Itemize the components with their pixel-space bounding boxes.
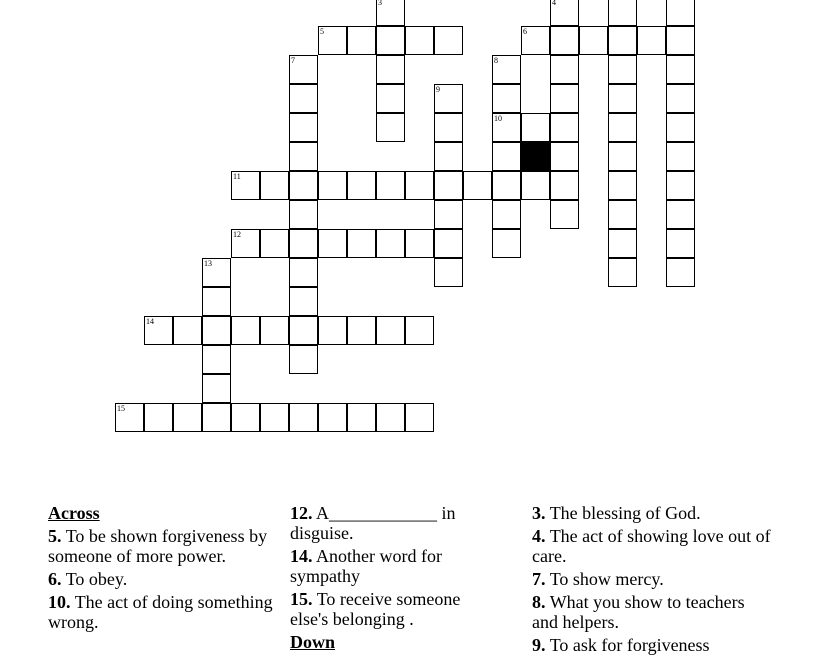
grid-cell[interactable]	[608, 0, 637, 26]
clue-number: 15.	[290, 589, 313, 609]
grid-cell[interactable]	[289, 55, 318, 84]
grid-cell[interactable]	[492, 55, 521, 84]
grid-cell[interactable]	[347, 26, 376, 55]
grid-cell[interactable]	[434, 171, 463, 200]
grid-cell[interactable]	[637, 26, 666, 55]
grid-cell[interactable]	[521, 171, 550, 200]
grid-cell[interactable]	[347, 403, 376, 432]
clue-across-12	[290, 503, 502, 543]
grid-cell[interactable]	[550, 55, 579, 84]
grid-cell[interactable]	[434, 200, 463, 229]
clue-across-10	[48, 592, 280, 632]
grid-cell[interactable]	[289, 200, 318, 229]
cell-number: 12	[233, 230, 241, 239]
grid-cell[interactable]	[289, 403, 318, 432]
grid-cell[interactable]	[289, 258, 318, 287]
grid-cell[interactable]	[289, 142, 318, 171]
grid-cell[interactable]	[434, 26, 463, 55]
grid-cell[interactable]	[608, 200, 637, 229]
clue-text: Another word for sympathy	[290, 546, 442, 586]
clue-text: To ask for forgiveness	[549, 635, 710, 655]
clue-number: 5.	[48, 526, 62, 546]
grid-cell[interactable]	[521, 26, 550, 55]
grid-cell[interactable]	[550, 113, 579, 142]
clue-list	[0, 503, 816, 660]
clue-down-9	[532, 635, 772, 655]
clue-down-7	[532, 569, 772, 589]
cell-number: 4	[552, 0, 556, 7]
grid-cell[interactable]	[289, 113, 318, 142]
grid-cell[interactable]	[666, 200, 695, 229]
clue-text: To receive someone else's belonging .	[290, 589, 461, 629]
grid-cell[interactable]	[202, 316, 231, 345]
across-heading: Across	[48, 503, 100, 523]
grid-cell[interactable]	[115, 403, 144, 432]
grid-cell[interactable]	[144, 403, 173, 432]
grid-cell[interactable]	[666, 55, 695, 84]
grid-cell[interactable]	[666, 171, 695, 200]
grid-cell[interactable]	[608, 26, 637, 55]
grid-cell[interactable]	[492, 171, 521, 200]
grid-cell[interactable]	[260, 403, 289, 432]
grid-cell[interactable]	[405, 229, 434, 258]
grid-cell[interactable]	[608, 258, 637, 287]
grid-cell[interactable]	[492, 84, 521, 113]
grid-cell[interactable]	[434, 142, 463, 171]
clue-number: 8.	[532, 592, 546, 612]
grid-cell[interactable]	[666, 0, 695, 26]
clue-column-2	[290, 503, 502, 655]
grid-cell[interactable]	[666, 229, 695, 258]
grid-cell[interactable]	[318, 403, 347, 432]
grid-cell[interactable]	[492, 113, 521, 142]
grid-cell[interactable]	[260, 171, 289, 200]
grid-cell[interactable]	[202, 287, 231, 316]
clue-text: What you show to teachers and helpers.	[532, 592, 745, 632]
clue-number: 3.	[532, 503, 546, 523]
clue-number: 7.	[532, 569, 546, 589]
grid-cell[interactable]	[666, 84, 695, 113]
grid-cell[interactable]	[376, 403, 405, 432]
clue-across-15	[290, 589, 502, 629]
grid-cell[interactable]	[434, 84, 463, 113]
cell-number: 9	[436, 85, 440, 94]
clue-text: To be shown forgiveness by someone of more power.	[48, 526, 268, 566]
black-cell	[521, 142, 550, 171]
grid-cell[interactable]	[231, 403, 260, 432]
grid-cell[interactable]	[521, 113, 550, 142]
clue-down-3	[532, 503, 772, 523]
grid-cell[interactable]	[405, 171, 434, 200]
grid-cell[interactable]	[666, 26, 695, 55]
grid-cell[interactable]	[608, 229, 637, 258]
grid-cell[interactable]	[231, 229, 260, 258]
grid-cell[interactable]	[289, 287, 318, 316]
grid-cell[interactable]	[347, 171, 376, 200]
clue-number: 4.	[532, 526, 546, 546]
grid-cell[interactable]	[173, 403, 202, 432]
grid-cell[interactable]	[202, 258, 231, 287]
grid-cell[interactable]	[550, 142, 579, 171]
grid-cell[interactable]	[492, 200, 521, 229]
grid-cell[interactable]	[173, 316, 202, 345]
grid-cell[interactable]	[289, 84, 318, 113]
clue-text: To show mercy.	[549, 569, 664, 589]
grid-cell[interactable]	[202, 345, 231, 374]
grid-cell[interactable]	[376, 171, 405, 200]
grid-cell[interactable]	[376, 113, 405, 142]
grid-cell[interactable]	[376, 316, 405, 345]
grid-cell[interactable]	[608, 142, 637, 171]
clue-across-6	[48, 569, 280, 589]
grid-cell[interactable]	[144, 316, 173, 345]
grid-cell[interactable]	[666, 113, 695, 142]
grid-cell[interactable]	[405, 403, 434, 432]
grid-cell[interactable]	[318, 171, 347, 200]
grid-cell[interactable]	[376, 26, 405, 55]
grid-cell[interactable]	[376, 229, 405, 258]
grid-cell[interactable]	[347, 229, 376, 258]
grid-cell[interactable]	[550, 0, 579, 26]
cell-number: 14	[146, 317, 154, 326]
grid-cell[interactable]	[550, 84, 579, 113]
grid-cell[interactable]	[608, 55, 637, 84]
grid-cell[interactable]	[318, 26, 347, 55]
clue-number: 14.	[290, 546, 313, 566]
clue-number: 12.	[290, 503, 313, 523]
grid-cell[interactable]	[318, 229, 347, 258]
grid-cell[interactable]	[376, 0, 405, 26]
clue-down-4	[532, 526, 772, 566]
cell-number: 11	[233, 172, 241, 181]
grid-cell[interactable]	[550, 200, 579, 229]
clue-column-3	[532, 503, 772, 658]
cell-number: 13	[204, 259, 212, 268]
clue-text: To obey.	[65, 569, 128, 589]
grid-cell[interactable]	[579, 26, 608, 55]
cell-number: 6	[523, 27, 527, 36]
clue-text: The act of doing something wrong.	[48, 592, 273, 632]
grid-cell[interactable]	[608, 171, 637, 200]
grid-cell[interactable]	[434, 113, 463, 142]
clue-number: 9.	[532, 635, 546, 655]
grid-cell[interactable]	[550, 171, 579, 200]
clue-number: 6.	[48, 569, 62, 589]
grid-cell[interactable]	[260, 316, 289, 345]
clue-across-14	[290, 546, 502, 586]
clue-text: The blessing of God.	[549, 503, 701, 523]
grid-cell[interactable]	[231, 171, 260, 200]
clue-number: 10.	[48, 592, 71, 612]
grid-cell[interactable]	[289, 171, 318, 200]
cell-number: 10	[494, 114, 502, 123]
grid-cell[interactable]	[231, 316, 260, 345]
grid-cell[interactable]	[289, 345, 318, 374]
cell-number: 15	[117, 404, 125, 413]
clue-text: A____________ in disguise.	[290, 503, 456, 543]
grid-cell[interactable]	[405, 26, 434, 55]
cell-number: 5	[320, 27, 324, 36]
grid-cell[interactable]	[434, 258, 463, 287]
grid-cell[interactable]	[289, 316, 318, 345]
grid-cell[interactable]	[434, 229, 463, 258]
grid-cell[interactable]	[202, 374, 231, 403]
grid-cell[interactable]	[202, 403, 231, 432]
grid-cell[interactable]	[376, 84, 405, 113]
grid-cell[interactable]	[289, 229, 318, 258]
grid-cell[interactable]	[666, 142, 695, 171]
grid-cell[interactable]	[608, 113, 637, 142]
clue-across-5	[48, 526, 280, 566]
cell-number: 8	[494, 56, 498, 65]
down-heading: Down	[290, 632, 336, 652]
grid-cell[interactable]	[260, 229, 289, 258]
grid-cell[interactable]	[318, 316, 347, 345]
cell-number: 7	[291, 56, 295, 65]
grid-cell[interactable]	[492, 229, 521, 258]
clue-column-1	[48, 503, 280, 635]
grid-cell[interactable]	[492, 142, 521, 171]
clue-text: The act of showing love out of care.	[532, 526, 771, 566]
grid-cell[interactable]	[376, 55, 405, 84]
grid-cell[interactable]	[463, 171, 492, 200]
grid-cell[interactable]	[347, 316, 376, 345]
grid-cell[interactable]	[608, 84, 637, 113]
grid-cell[interactable]	[405, 316, 434, 345]
grid-cell[interactable]	[666, 258, 695, 287]
clue-down-8	[532, 592, 772, 632]
grid-cell[interactable]	[550, 26, 579, 55]
cell-number: 3	[378, 0, 382, 7]
